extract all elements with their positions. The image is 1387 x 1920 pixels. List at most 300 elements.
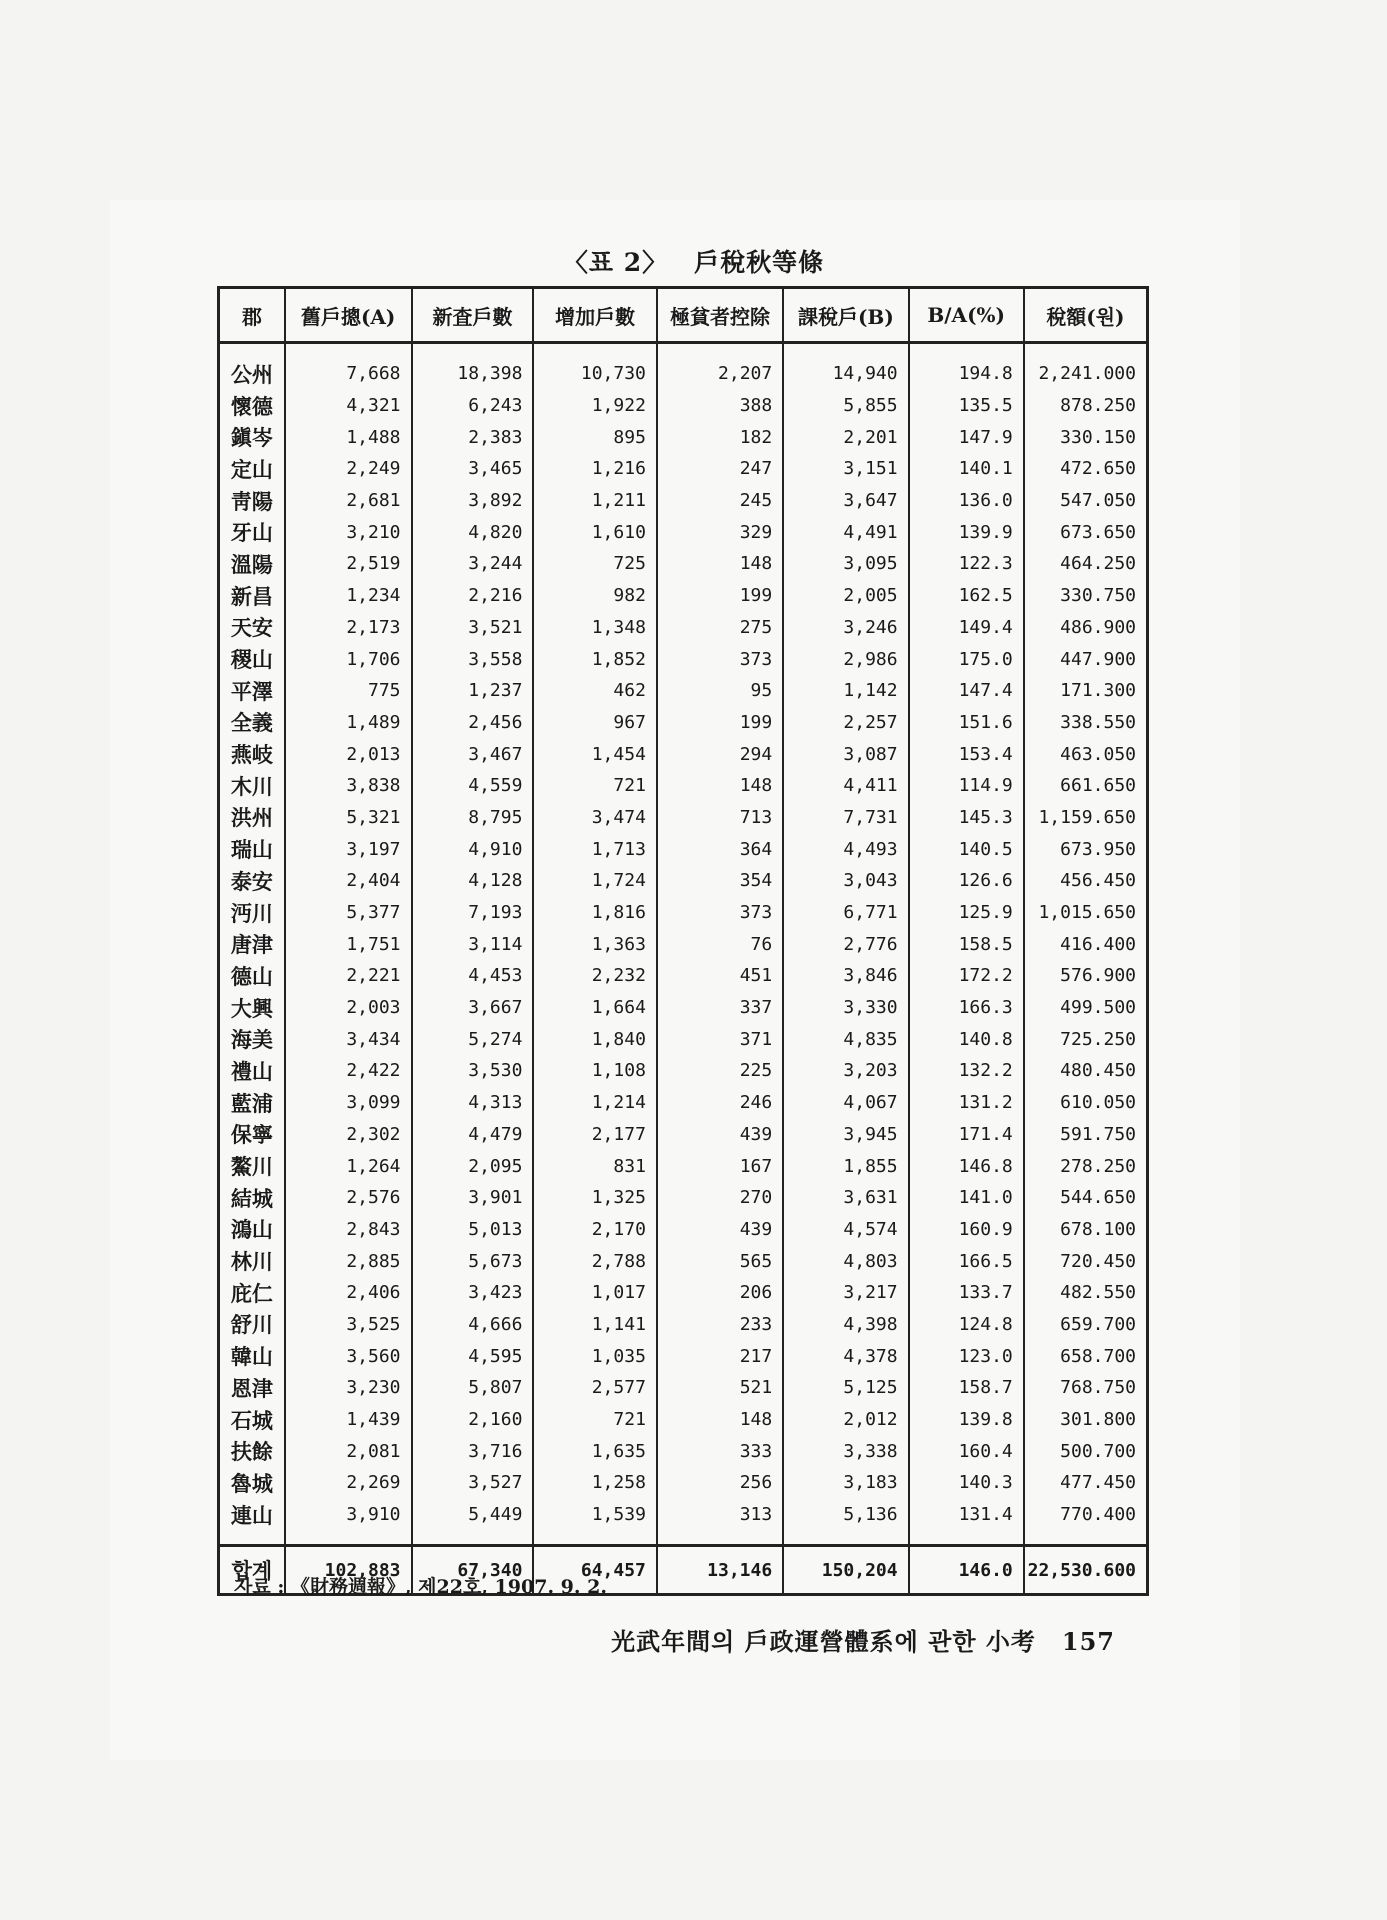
county-name-cell: 韓山 bbox=[219, 1340, 285, 1372]
table-cell: 2,788 bbox=[533, 1245, 656, 1277]
table-row bbox=[219, 1467, 1148, 1499]
table-cell: 4,313 bbox=[412, 1087, 534, 1119]
table-cell: 3,716 bbox=[412, 1435, 534, 1467]
county-name-cell: 林川 bbox=[219, 1245, 285, 1277]
table-cell: 114.9 bbox=[909, 770, 1024, 802]
table-cell: 10,730 bbox=[533, 343, 656, 390]
table-cell: 2,257 bbox=[783, 707, 908, 739]
total-cell: 102,883 bbox=[285, 1546, 412, 1595]
table-cell: 770.400 bbox=[1024, 1499, 1148, 1546]
table-cell: 3,945 bbox=[783, 1119, 908, 1151]
table-cell: 1,264 bbox=[285, 1150, 412, 1182]
table-cell: 5,321 bbox=[285, 802, 412, 834]
table-cell: 333 bbox=[657, 1435, 783, 1467]
table-cell: 544.650 bbox=[1024, 1182, 1148, 1214]
column-header: 郡 bbox=[219, 288, 285, 343]
table-cell: 3,099 bbox=[285, 1087, 412, 1119]
table-cell: 1,852 bbox=[533, 643, 656, 675]
table-cell: 673.950 bbox=[1024, 833, 1148, 865]
table-cell: 2,577 bbox=[533, 1372, 656, 1404]
table-row bbox=[219, 580, 1148, 612]
table-cell: 199 bbox=[657, 707, 783, 739]
table-cell: 2,003 bbox=[285, 992, 412, 1024]
table-cell: 3,647 bbox=[783, 485, 908, 517]
column-header: B/A(%) bbox=[909, 288, 1024, 343]
table-cell: 2,177 bbox=[533, 1119, 656, 1151]
table-cell: 2,216 bbox=[412, 580, 534, 612]
page-number: 157 bbox=[1061, 1627, 1115, 1656]
table-row bbox=[219, 343, 1148, 390]
table-cell: 1,840 bbox=[533, 1023, 656, 1055]
table-cell: 371 bbox=[657, 1023, 783, 1055]
table-cell: 2,383 bbox=[412, 421, 534, 453]
table-cell: 3,892 bbox=[412, 485, 534, 517]
table-cell: 1,816 bbox=[533, 897, 656, 929]
table-cell: 416.400 bbox=[1024, 928, 1148, 960]
table-cell: 2,095 bbox=[412, 1150, 534, 1182]
table-cell: 4,820 bbox=[412, 516, 534, 548]
table-cell: 4,803 bbox=[783, 1245, 908, 1277]
table-cell: 95 bbox=[657, 675, 783, 707]
table-cell: 775 bbox=[285, 675, 412, 707]
county-name-cell: 鴻山 bbox=[219, 1214, 285, 1246]
table-row bbox=[219, 421, 1148, 453]
table-cell: 245 bbox=[657, 485, 783, 517]
county-name-cell: 瑞山 bbox=[219, 833, 285, 865]
table-cell: 1,216 bbox=[533, 453, 656, 485]
table-cell: 725 bbox=[533, 548, 656, 580]
table-cell: 447.900 bbox=[1024, 643, 1148, 675]
table-cell: 126.6 bbox=[909, 865, 1024, 897]
table-cell: 2,519 bbox=[285, 548, 412, 580]
table-cell: 3,230 bbox=[285, 1372, 412, 1404]
table-cell: 123.0 bbox=[909, 1340, 1024, 1372]
table-cell: 1,713 bbox=[533, 833, 656, 865]
total-cell: 146.0 bbox=[909, 1546, 1024, 1595]
table-cell: 330.750 bbox=[1024, 580, 1148, 612]
table-cell: 1,751 bbox=[285, 928, 412, 960]
table-cell: 1,214 bbox=[533, 1087, 656, 1119]
table-cell: 2,269 bbox=[285, 1467, 412, 1499]
table-cell: 5,125 bbox=[783, 1372, 908, 1404]
table-cell: 3,087 bbox=[783, 738, 908, 770]
table-cell: 147.9 bbox=[909, 421, 1024, 453]
table-row bbox=[219, 738, 1148, 770]
county-name-cell: 泰安 bbox=[219, 865, 285, 897]
table-cell: 439 bbox=[657, 1119, 783, 1151]
table-cell: 1,142 bbox=[783, 675, 908, 707]
table-caption bbox=[0, 243, 1387, 279]
table-cell: 4,835 bbox=[783, 1023, 908, 1055]
table-cell: 275 bbox=[657, 612, 783, 644]
table-cell: 5,673 bbox=[412, 1245, 534, 1277]
table-cell: 76 bbox=[657, 928, 783, 960]
table-cell: 373 bbox=[657, 897, 783, 929]
table-cell: 4,479 bbox=[412, 1119, 534, 1151]
table-cell: 3,467 bbox=[412, 738, 534, 770]
table-cell: 721 bbox=[533, 770, 656, 802]
table-cell: 246 bbox=[657, 1087, 783, 1119]
table-cell: 194.8 bbox=[909, 343, 1024, 390]
table-cell: 141.0 bbox=[909, 1182, 1024, 1214]
table-cell: 147.4 bbox=[909, 675, 1024, 707]
table-cell: 463.050 bbox=[1024, 738, 1148, 770]
table-cell: 2,012 bbox=[783, 1404, 908, 1436]
table-cell: 2,404 bbox=[285, 865, 412, 897]
table-cell: 3,338 bbox=[783, 1435, 908, 1467]
table-cell: 1,017 bbox=[533, 1277, 656, 1309]
table-row bbox=[219, 1372, 1148, 1404]
total-cell: 67,340 bbox=[412, 1546, 534, 1595]
county-name-cell: 庇仁 bbox=[219, 1277, 285, 1309]
table-cell: 472.650 bbox=[1024, 453, 1148, 485]
table-cell: 125.9 bbox=[909, 897, 1024, 929]
table-cell: 3,474 bbox=[533, 802, 656, 834]
table-cell: 967 bbox=[533, 707, 656, 739]
county-name-cell: 懷德 bbox=[219, 390, 285, 422]
table-cell: 659.700 bbox=[1024, 1309, 1148, 1341]
table-cell: 3,095 bbox=[783, 548, 908, 580]
table-cell: 576.900 bbox=[1024, 960, 1148, 992]
table-row bbox=[219, 1340, 1148, 1372]
table-cell: 2,201 bbox=[783, 421, 908, 453]
county-name-cell: 公州 bbox=[219, 343, 285, 390]
table-cell: 160.4 bbox=[909, 1435, 1024, 1467]
table-row bbox=[219, 1150, 1148, 1182]
table-cell: 140.3 bbox=[909, 1467, 1024, 1499]
table-cell: 148 bbox=[657, 548, 783, 580]
table-cell: 4,378 bbox=[783, 1340, 908, 1372]
table-cell: 3,521 bbox=[412, 612, 534, 644]
table-cell: 233 bbox=[657, 1309, 783, 1341]
table-cell: 547.050 bbox=[1024, 485, 1148, 517]
table-cell: 160.9 bbox=[909, 1214, 1024, 1246]
table-cell: 499.500 bbox=[1024, 992, 1148, 1024]
county-name-cell: 德山 bbox=[219, 960, 285, 992]
table-cell: 3,530 bbox=[412, 1055, 534, 1087]
table-cell: 482.550 bbox=[1024, 1277, 1148, 1309]
table-cell: 1,108 bbox=[533, 1055, 656, 1087]
county-name-cell: 鎭岑 bbox=[219, 421, 285, 453]
county-name-cell: 靑陽 bbox=[219, 485, 285, 517]
table-cell: 6,771 bbox=[783, 897, 908, 929]
table-cell: 4,559 bbox=[412, 770, 534, 802]
table-cell: 162.5 bbox=[909, 580, 1024, 612]
column-header: 極貧者控除 bbox=[657, 288, 783, 343]
county-name-cell: 全義 bbox=[219, 707, 285, 739]
table-cell: 2,005 bbox=[783, 580, 908, 612]
table-row bbox=[219, 1055, 1148, 1087]
total-cell: 64,457 bbox=[533, 1546, 656, 1595]
table-cell: 477.450 bbox=[1024, 1467, 1148, 1499]
table-cell: 1,489 bbox=[285, 707, 412, 739]
table-cell: 136.0 bbox=[909, 485, 1024, 517]
table-cell: 1,922 bbox=[533, 390, 656, 422]
table-cell: 1,258 bbox=[533, 1467, 656, 1499]
table-cell: 206 bbox=[657, 1277, 783, 1309]
table-cell: 4,491 bbox=[783, 516, 908, 548]
table-cell: 2,406 bbox=[285, 1277, 412, 1309]
table-cell: 486.900 bbox=[1024, 612, 1148, 644]
table-cell: 2,173 bbox=[285, 612, 412, 644]
table-cell: 5,449 bbox=[412, 1499, 534, 1546]
table-cell: 158.7 bbox=[909, 1372, 1024, 1404]
table-cell: 131.4 bbox=[909, 1499, 1024, 1546]
table-cell: 1,141 bbox=[533, 1309, 656, 1341]
table-cell: 139.9 bbox=[909, 516, 1024, 548]
page-footer bbox=[611, 1622, 1115, 1657]
table-row bbox=[219, 1182, 1148, 1214]
table-cell: 14,940 bbox=[783, 343, 908, 390]
table-cell: 166.5 bbox=[909, 1245, 1024, 1277]
table-cell: 480.450 bbox=[1024, 1055, 1148, 1087]
table-row bbox=[219, 485, 1148, 517]
table-cell: 439 bbox=[657, 1214, 783, 1246]
table-row bbox=[219, 928, 1148, 960]
table-header-row bbox=[219, 288, 1148, 343]
table-cell: 3,434 bbox=[285, 1023, 412, 1055]
table-cell: 4,067 bbox=[783, 1087, 908, 1119]
table-cell: 3,217 bbox=[783, 1277, 908, 1309]
table-cell: 1,706 bbox=[285, 643, 412, 675]
table-cell: 3,183 bbox=[783, 1467, 908, 1499]
table-cell: 3,246 bbox=[783, 612, 908, 644]
table-cell: 2,422 bbox=[285, 1055, 412, 1087]
table-cell: 148 bbox=[657, 1404, 783, 1436]
table-row bbox=[219, 643, 1148, 675]
table-cell: 2,843 bbox=[285, 1214, 412, 1246]
table-cell: 301.800 bbox=[1024, 1404, 1148, 1436]
table-cell: 5,377 bbox=[285, 897, 412, 929]
table-cell: 1,035 bbox=[533, 1340, 656, 1372]
table-cell: 831 bbox=[533, 1150, 656, 1182]
table-cell: 2,081 bbox=[285, 1435, 412, 1467]
table-cell: 4,493 bbox=[783, 833, 908, 865]
table-row bbox=[219, 833, 1148, 865]
county-name-cell: 連山 bbox=[219, 1499, 285, 1546]
table-cell: 140.1 bbox=[909, 453, 1024, 485]
table-cell: 3,423 bbox=[412, 1277, 534, 1309]
table-cell: 1,234 bbox=[285, 580, 412, 612]
table-cell: 337 bbox=[657, 992, 783, 1024]
table-row bbox=[219, 1023, 1148, 1055]
table-row bbox=[219, 1309, 1148, 1341]
table-row bbox=[219, 1404, 1148, 1436]
table-cell: 5,855 bbox=[783, 390, 908, 422]
table-cell: 462 bbox=[533, 675, 656, 707]
table-cell: 7,731 bbox=[783, 802, 908, 834]
county-name-cell: 藍浦 bbox=[219, 1087, 285, 1119]
table-cell: 721 bbox=[533, 1404, 656, 1436]
running-title: 光武年間의 戶政運營體系에 관한 小考 bbox=[611, 1627, 1036, 1656]
table-cell: 3,631 bbox=[783, 1182, 908, 1214]
table-cell: 133.7 bbox=[909, 1277, 1024, 1309]
table-cell: 2,170 bbox=[533, 1214, 656, 1246]
table-cell: 3,210 bbox=[285, 516, 412, 548]
table-cell: 4,574 bbox=[783, 1214, 908, 1246]
table-cell: 464.250 bbox=[1024, 548, 1148, 580]
table-cell: 1,348 bbox=[533, 612, 656, 644]
table-row bbox=[219, 1245, 1148, 1277]
table-row bbox=[219, 548, 1148, 580]
table-cell: 4,595 bbox=[412, 1340, 534, 1372]
table-title: 戶稅秋等條 bbox=[694, 248, 825, 277]
table-cell: 1,325 bbox=[533, 1182, 656, 1214]
table-cell: 591.750 bbox=[1024, 1119, 1148, 1151]
table-cell: 2,241.000 bbox=[1024, 343, 1148, 390]
table-cell: 1,664 bbox=[533, 992, 656, 1024]
table-cell: 2,221 bbox=[285, 960, 412, 992]
county-name-cell: 平澤 bbox=[219, 675, 285, 707]
table-cell: 720.450 bbox=[1024, 1245, 1148, 1277]
table-cell: 3,114 bbox=[412, 928, 534, 960]
column-header: 增加戶數 bbox=[533, 288, 656, 343]
table-row bbox=[219, 1087, 1148, 1119]
table-cell: 140.8 bbox=[909, 1023, 1024, 1055]
total-cell: 150,204 bbox=[783, 1546, 908, 1595]
table-cell: 895 bbox=[533, 421, 656, 453]
table-cell: 171.300 bbox=[1024, 675, 1148, 707]
table-row bbox=[219, 992, 1148, 1024]
table-cell: 2,576 bbox=[285, 1182, 412, 1214]
table-cell: 131.2 bbox=[909, 1087, 1024, 1119]
table-cell: 3,667 bbox=[412, 992, 534, 1024]
county-name-cell: 恩津 bbox=[219, 1372, 285, 1404]
table-cell: 225 bbox=[657, 1055, 783, 1087]
table-cell: 122.3 bbox=[909, 548, 1024, 580]
table-cell: 2,160 bbox=[412, 1404, 534, 1436]
county-name-cell: 溫陽 bbox=[219, 548, 285, 580]
table-cell: 3,151 bbox=[783, 453, 908, 485]
table-cell: 451 bbox=[657, 960, 783, 992]
county-name-cell: 大興 bbox=[219, 992, 285, 1024]
table-cell: 364 bbox=[657, 833, 783, 865]
table-cell: 1,237 bbox=[412, 675, 534, 707]
table-cell: 146.8 bbox=[909, 1150, 1024, 1182]
table-cell: 768.750 bbox=[1024, 1372, 1148, 1404]
table-cell: 8,795 bbox=[412, 802, 534, 834]
county-name-cell: 扶餘 bbox=[219, 1435, 285, 1467]
table-cell: 171.4 bbox=[909, 1119, 1024, 1151]
table-cell: 4,321 bbox=[285, 390, 412, 422]
table-cell: 2,302 bbox=[285, 1119, 412, 1151]
table-cell: 3,560 bbox=[285, 1340, 412, 1372]
table-cell: 153.4 bbox=[909, 738, 1024, 770]
county-name-cell: 海美 bbox=[219, 1023, 285, 1055]
table-cell: 521 bbox=[657, 1372, 783, 1404]
table-cell: 145.3 bbox=[909, 802, 1024, 834]
table-cell: 5,013 bbox=[412, 1214, 534, 1246]
table-row bbox=[219, 865, 1148, 897]
table-cell: 725.250 bbox=[1024, 1023, 1148, 1055]
county-name-cell: 魯城 bbox=[219, 1467, 285, 1499]
table-cell: 124.8 bbox=[909, 1309, 1024, 1341]
table-row bbox=[219, 960, 1148, 992]
table-cell: 4,411 bbox=[783, 770, 908, 802]
table-cell: 1,211 bbox=[533, 485, 656, 517]
total-label-cell: 합계 bbox=[219, 1546, 285, 1595]
table-cell: 2,776 bbox=[783, 928, 908, 960]
table-cell: 158.5 bbox=[909, 928, 1024, 960]
table-cell: 140.5 bbox=[909, 833, 1024, 865]
table-cell: 182 bbox=[657, 421, 783, 453]
county-name-cell: 沔川 bbox=[219, 897, 285, 929]
county-name-cell: 保寧 bbox=[219, 1119, 285, 1151]
county-name-cell: 洪州 bbox=[219, 802, 285, 834]
table-cell: 610.050 bbox=[1024, 1087, 1148, 1119]
table-cell: 1,363 bbox=[533, 928, 656, 960]
table-row bbox=[219, 707, 1148, 739]
table-body bbox=[219, 343, 1148, 1595]
table-cell: 18,398 bbox=[412, 343, 534, 390]
table-cell: 166.3 bbox=[909, 992, 1024, 1024]
county-name-cell: 木川 bbox=[219, 770, 285, 802]
table-cell: 313 bbox=[657, 1499, 783, 1546]
table-row bbox=[219, 1214, 1148, 1246]
table-cell: 270 bbox=[657, 1182, 783, 1214]
table-row bbox=[219, 770, 1148, 802]
table-cell: 3,525 bbox=[285, 1309, 412, 1341]
table-cell: 329 bbox=[657, 516, 783, 548]
table-cell: 2,013 bbox=[285, 738, 412, 770]
county-name-cell: 結城 bbox=[219, 1182, 285, 1214]
table-cell: 1,015.650 bbox=[1024, 897, 1148, 929]
table-cell: 3,043 bbox=[783, 865, 908, 897]
table-cell: 3,838 bbox=[285, 770, 412, 802]
table-cell: 678.100 bbox=[1024, 1214, 1148, 1246]
table-row bbox=[219, 675, 1148, 707]
county-name-cell: 牙山 bbox=[219, 516, 285, 548]
table-cell: 1,454 bbox=[533, 738, 656, 770]
table-cell: 5,136 bbox=[783, 1499, 908, 1546]
table-row bbox=[219, 1499, 1148, 1546]
table-row bbox=[219, 1119, 1148, 1151]
table-cell: 139.8 bbox=[909, 1404, 1024, 1436]
table-cell: 256 bbox=[657, 1467, 783, 1499]
table-cell: 1,488 bbox=[285, 421, 412, 453]
table-cell: 2,681 bbox=[285, 485, 412, 517]
table-row bbox=[219, 802, 1148, 834]
table-cell: 878.250 bbox=[1024, 390, 1148, 422]
table-cell: 456.450 bbox=[1024, 865, 1148, 897]
table-cell: 4,398 bbox=[783, 1309, 908, 1341]
table-cell: 6,243 bbox=[412, 390, 534, 422]
county-name-cell: 稷山 bbox=[219, 643, 285, 675]
table-cell: 7,668 bbox=[285, 343, 412, 390]
table-cell: 4,666 bbox=[412, 1309, 534, 1341]
table-cell: 354 bbox=[657, 865, 783, 897]
table-cell: 1,439 bbox=[285, 1404, 412, 1436]
table-cell: 3,197 bbox=[285, 833, 412, 865]
total-cell: 22,530.600 bbox=[1024, 1546, 1148, 1595]
table-cell: 500.700 bbox=[1024, 1435, 1148, 1467]
column-header: 稅額(원) bbox=[1024, 288, 1148, 343]
county-name-cell: 舒川 bbox=[219, 1309, 285, 1341]
table-label: 〈표 2〉 bbox=[562, 248, 669, 277]
table-row bbox=[219, 516, 1148, 548]
table-cell: 4,910 bbox=[412, 833, 534, 865]
table-cell: 4,128 bbox=[412, 865, 534, 897]
table-cell: 3,330 bbox=[783, 992, 908, 1024]
table-cell: 713 bbox=[657, 802, 783, 834]
county-name-cell: 鰲川 bbox=[219, 1150, 285, 1182]
column-header: 舊戶摠(A) bbox=[285, 288, 412, 343]
table-cell: 175.0 bbox=[909, 643, 1024, 675]
table-cell: 199 bbox=[657, 580, 783, 612]
table-cell: 565 bbox=[657, 1245, 783, 1277]
table-cell: 2,885 bbox=[285, 1245, 412, 1277]
table-cell: 673.650 bbox=[1024, 516, 1148, 548]
